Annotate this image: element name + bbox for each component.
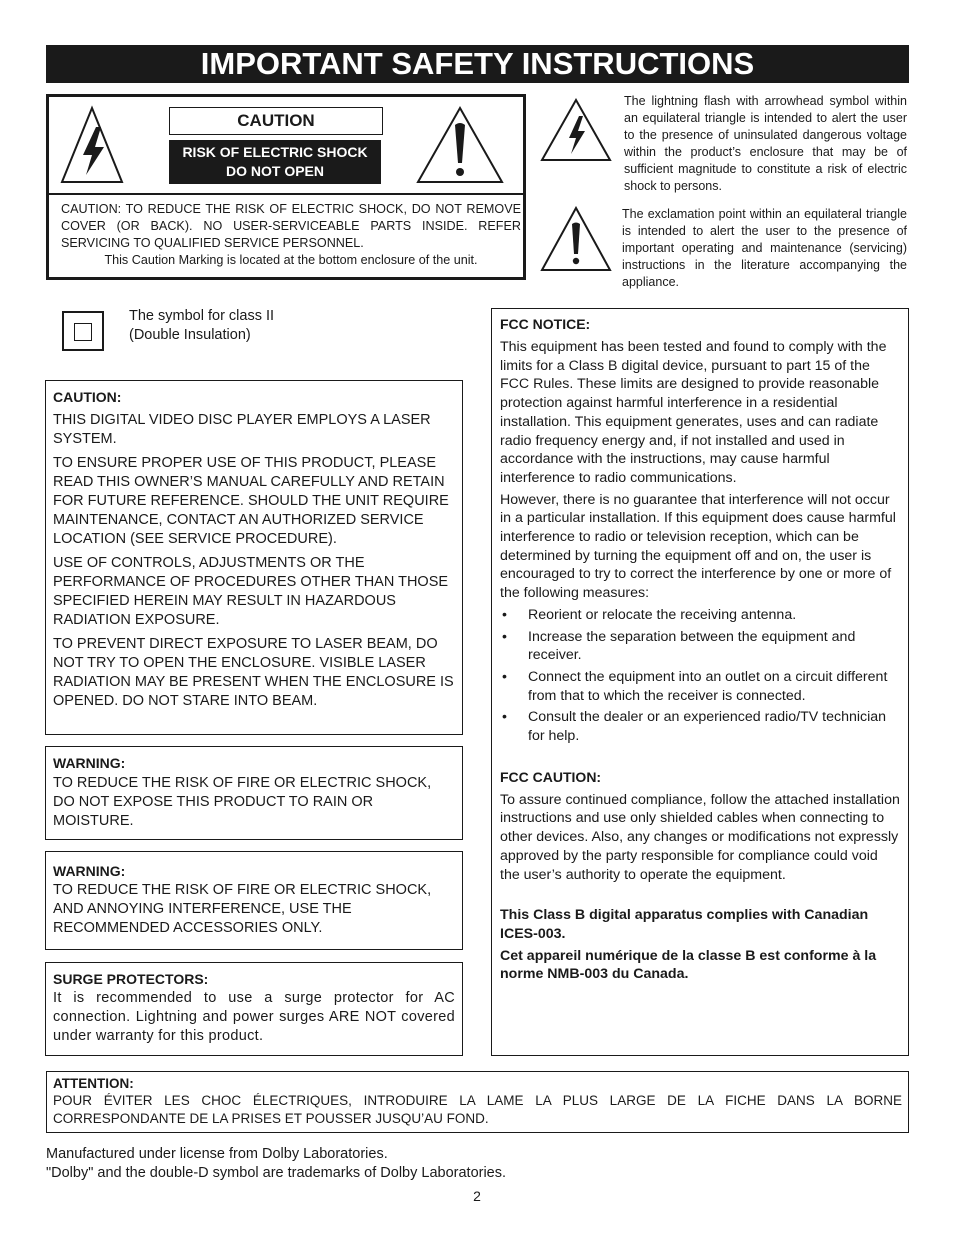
risk-line-1: RISK OF ELECTRIC SHOCK bbox=[182, 144, 368, 160]
caution-marking-box bbox=[46, 94, 526, 280]
ices-french-text: Cet appareil numérique de la classe B est conforme à la norme NMB-003 du Canada. bbox=[500, 947, 877, 983]
warning-accessories-box bbox=[45, 851, 463, 950]
risk-line-2: DO NOT OPEN bbox=[225, 163, 324, 179]
dolby-line-1: Manufactured under license from Dolby Laboratories. bbox=[46, 1146, 388, 1162]
caution-marking-symbols bbox=[49, 97, 523, 193]
surge-text: It is recommended to use a surge protector for AC connection. Lightning and power surges ARE NOT covered under warranty for this product. bbox=[53, 990, 455, 1044]
bullet: • bbox=[502, 628, 507, 645]
exclamation-symbol-description: The exclamation point within an equilateral triangle is intended to alert the user to the presence of important operating and maintenance (servicing) instructions in the literature accompanying the appliance. bbox=[622, 207, 907, 289]
ices-english-text: This Class B digital apparatus complies with Canadian ICES-003. bbox=[500, 907, 869, 942]
laser-caution-paragraph: TO PREVENT DIRECT EXPOSURE TO LASER BEAM, DO NOT TRY TO OPEN THE ENCLOSURE. VISIBLE LASER RADIATION MAY BE PRESENT WHEN THE ENCLOSURE IS OPENED. DO NOT STARE INTO BEAM. bbox=[53, 636, 454, 709]
dolby-line-2: "Dolby" and the double-D symbol are trademarks of Dolby Laboratories. bbox=[46, 1165, 507, 1181]
class-ii-description bbox=[129, 307, 274, 345]
fcc-caution-text: To assure continued compliance, follow the attached installation instructions and use only shielded cables when connecting to other devices. Also, any changes or modifications not expressly approved by the party responsible for compliance could void the user’s authority to operate the equipment. bbox=[500, 791, 900, 883]
caution-marking-note: This Caution Marking is located at the bottom enclosure of the unit. bbox=[104, 253, 478, 267]
class-ii-line-1: The symbol for class II bbox=[129, 308, 275, 324]
attention-heading: ATTENTION: bbox=[53, 1076, 134, 1091]
lightning-triangle-icon bbox=[59, 105, 125, 185]
lightning-symbol-description: The lightning flash with arrowhead symbol within an equilateral triangle is intended to alert the user to the presence of uninsulated dangerous voltage within the product’s enclosure that may be of sufficient magnitude to constitute a risk of electric shock to persons. bbox=[624, 94, 907, 193]
exclamation-triangle-icon bbox=[540, 206, 612, 272]
laser-caution-paragraph: TO ENSURE PROPER USE OF THIS PRODUCT, PLEASE READ THIS OWNER’S MANUAL CAREFULLY AND RETAIN FOR FUTURE REFERENCE. SHOULD THE UNIT REQUIRE MAINTENANCE, CONTACT AN AUTHORIZED SERVICE LOCATION (SEE SERVICE PROCEDURE). bbox=[53, 455, 449, 547]
fcc-notice-paragraph: This equipment has been tested and found to comply with the limits for a Class B digital device, pursuant to part 15 of the FCC Rules. These limits are designed to provide reasonable protection against harmful interference in a residential installation. This equipment generates, uses and can radiate radio frequency energy and, if not installed and used in accordance with the instructions, may cause harmful interference to radio communications. bbox=[500, 339, 887, 486]
dolby-notice bbox=[46, 1145, 506, 1183]
list-item: • Consult the dealer or an experienced radio/TV technician for help. bbox=[502, 709, 887, 745]
fcc-caution-heading: FCC CAUTION: bbox=[500, 768, 602, 785]
laser-caution-paragraph: USE OF CONTROLS, ADJUSTMENTS OR THE PERFORMANCE OF PROCEDURES OTHER THAN THOSE SPECIFIED HEREIN MAY RESULT IN HAZARDOUS RADIATION EXPOSURE. bbox=[53, 555, 449, 628]
laser-caution-heading: CAUTION: bbox=[53, 389, 122, 405]
class-ii-icon bbox=[62, 311, 104, 351]
class-ii-line-2: (Double Insulation) bbox=[129, 327, 251, 343]
lightning-triangle-icon bbox=[540, 98, 612, 162]
bullet: • bbox=[502, 606, 507, 623]
caution-label: CAUTION bbox=[169, 107, 383, 135]
warning-heading: WARNING: bbox=[53, 863, 126, 879]
page-number: 2 bbox=[473, 1188, 481, 1204]
warning-rain-box bbox=[45, 746, 463, 840]
bullet: • bbox=[502, 668, 507, 685]
caution-marking-text bbox=[61, 201, 521, 269]
attention-box bbox=[46, 1071, 909, 1133]
fcc-notice-paragraph: However, there is no guarantee that interference will not occur in a particular installation. If this equipment does cause harmful interference to radio or television reception, which can be determined by turning the equipment off and on, the user is encouraged to try to correct the interference by one or more of the following measures: bbox=[500, 491, 896, 602]
warning-text: TO REDUCE THE RISK OF FIRE OR ELECTRIC SHOCK, DO NOT EXPOSE THIS PRODUCT TO RAIN OR MOISTURE. bbox=[53, 775, 432, 829]
fcc-notice-heading: FCC NOTICE: bbox=[500, 316, 591, 332]
exclamation-triangle-icon bbox=[415, 105, 505, 185]
list-item: • Reorient or relocate the receiving antenna. bbox=[502, 606, 797, 623]
laser-caution-paragraph: THIS DIGITAL VIDEO DISC PLAYER EMPLOYS A LASER SYSTEM. bbox=[53, 412, 431, 447]
fcc-measures-list bbox=[500, 606, 900, 746]
warning-heading: WARNING: bbox=[53, 755, 126, 771]
page-title: IMPORTANT SAFETY INSTRUCTIONS bbox=[46, 45, 909, 83]
caution-text-main: CAUTION: TO REDUCE THE RISK OF ELECTRIC SHOCK, DO NOT REMOVE COVER (OR BACK). NO USER-SERVICEABLE PARTS INSIDE. REFER SERVICING TO QUALIFIED SERVICE PERSONNEL. bbox=[61, 202, 521, 250]
fcc-notice-box bbox=[491, 308, 909, 1056]
list-item: • Increase the separation between the equipment and receiver. bbox=[502, 628, 856, 664]
surge-protectors-box bbox=[45, 962, 463, 1056]
risk-of-shock-label bbox=[169, 140, 381, 184]
warning-text: TO REDUCE THE RISK OF FIRE OR ELECTRIC SHOCK, AND ANNOYING INTERFERENCE, USE THE RECOMMENDED ACCESSORIES ONLY. bbox=[53, 882, 432, 936]
surge-heading: SURGE PROTECTORS: bbox=[53, 971, 209, 987]
bullet: • bbox=[502, 709, 507, 726]
caution-divider bbox=[49, 193, 523, 195]
laser-caution-box bbox=[45, 380, 463, 735]
attention-text: POUR ÉVITER LES CHOC ÉLECTRIQUES, INTRODUIRE LA LAME LA PLUS LARGE DE LA FICHE DANS LA BORNE CORRESPONDANTE DE LA PRISES ET POUSSER JUSQU’AU FOND. bbox=[53, 1093, 902, 1126]
list-item: • Connect the equipment into an outlet on a circuit different from that to which the receiver is connected. bbox=[502, 668, 888, 704]
